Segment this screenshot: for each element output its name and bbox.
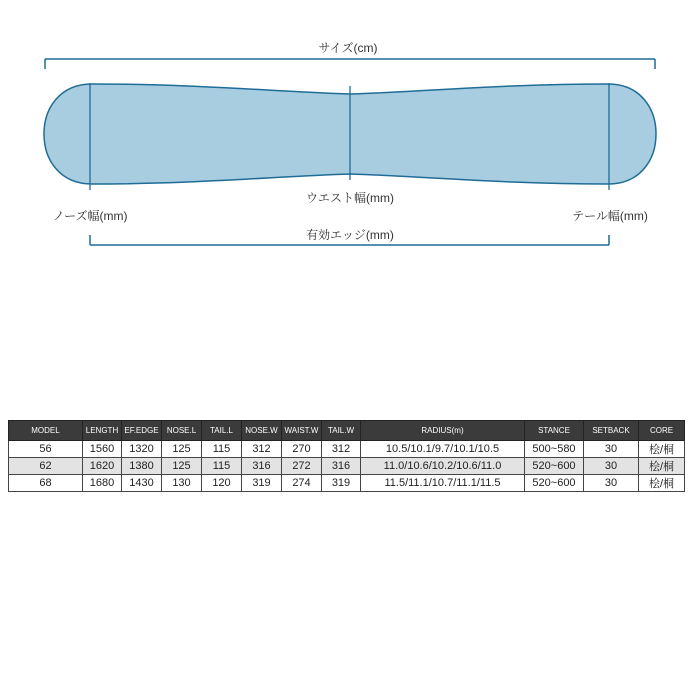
table-row: [9, 441, 685, 458]
cell-core: 桧/桐: [639, 475, 685, 492]
spec-table: [8, 420, 685, 492]
cell-stance: 520~600: [525, 475, 584, 492]
header-ef-edge: EF.EDGE: [122, 421, 162, 441]
cell-ef-edge: 1380: [122, 458, 162, 475]
cell-nose-w: 312: [242, 441, 282, 458]
header-waist-w: WAIST.W: [282, 421, 322, 441]
cell-stance: 500~580: [525, 441, 584, 458]
cell-ef-edge: 1320: [122, 441, 162, 458]
cell-length: 1680: [83, 475, 122, 492]
cell-radius: 11.5/11.1/10.7/11.1/11.5: [361, 475, 525, 492]
cell-model: 56: [9, 441, 83, 458]
header-tail-l: TAIL.L: [202, 421, 242, 441]
cell-nose-l: 125: [162, 441, 202, 458]
cell-waist-w: 274: [282, 475, 322, 492]
cell-tail-w: 319: [322, 475, 361, 492]
header-stance: STANCE: [525, 421, 584, 441]
cell-radius: 10.5/10.1/9.7/10.1/10.5: [361, 441, 525, 458]
table-row: [9, 458, 685, 475]
cell-setback: 30: [584, 458, 639, 475]
cell-stance: 520~600: [525, 458, 584, 475]
cell-waist-w: 270: [282, 441, 322, 458]
header-radius: RADIUS(m): [361, 421, 525, 441]
cell-length: 1560: [83, 441, 122, 458]
cell-tail-w: 316: [322, 458, 361, 475]
cell-tail-l: 115: [202, 441, 242, 458]
cell-tail-l: 120: [202, 475, 242, 492]
table-row: [9, 475, 685, 492]
waist-label: ウエスト幅(mm): [306, 191, 394, 205]
header-length: LENGTH: [83, 421, 122, 441]
nose-width-label: ノーズ幅(mm): [52, 209, 128, 223]
cell-nose-l: 125: [162, 458, 202, 475]
cell-tail-l: 115: [202, 458, 242, 475]
effective-edge-label: 有効エッジ(mm): [306, 228, 394, 242]
cell-setback: 30: [584, 441, 639, 458]
header-model: MODEL: [9, 421, 83, 441]
cell-setback: 30: [584, 475, 639, 492]
cell-length: 1620: [83, 458, 122, 475]
header-nose-l: NOSE.L: [162, 421, 202, 441]
cell-nose-l: 130: [162, 475, 202, 492]
cell-tail-w: 312: [322, 441, 361, 458]
cell-nose-w: 316: [242, 458, 282, 475]
cell-radius: 11.0/10.6/10.2/10.6/11.0: [361, 458, 525, 475]
cell-core: 桧/桐: [639, 441, 685, 458]
cell-core: 桧/桐: [639, 458, 685, 475]
header-tail-w: TAIL.W: [322, 421, 361, 441]
header-core: CORE: [639, 421, 685, 441]
cell-waist-w: 272: [282, 458, 322, 475]
size-label: サイズ(cm): [318, 41, 378, 55]
cell-model: 68: [9, 475, 83, 492]
cell-model: 62: [9, 458, 83, 475]
table-header-row: [9, 421, 685, 441]
cell-ef-edge: 1430: [122, 475, 162, 492]
size-dimension-line: [45, 59, 655, 69]
snowboard-diagram: [0, 0, 700, 260]
header-nose-w: NOSE.W: [242, 421, 282, 441]
cell-nose-w: 319: [242, 475, 282, 492]
header-setback: SETBACK: [584, 421, 639, 441]
tail-width-label: テール幅(mm): [572, 209, 648, 223]
